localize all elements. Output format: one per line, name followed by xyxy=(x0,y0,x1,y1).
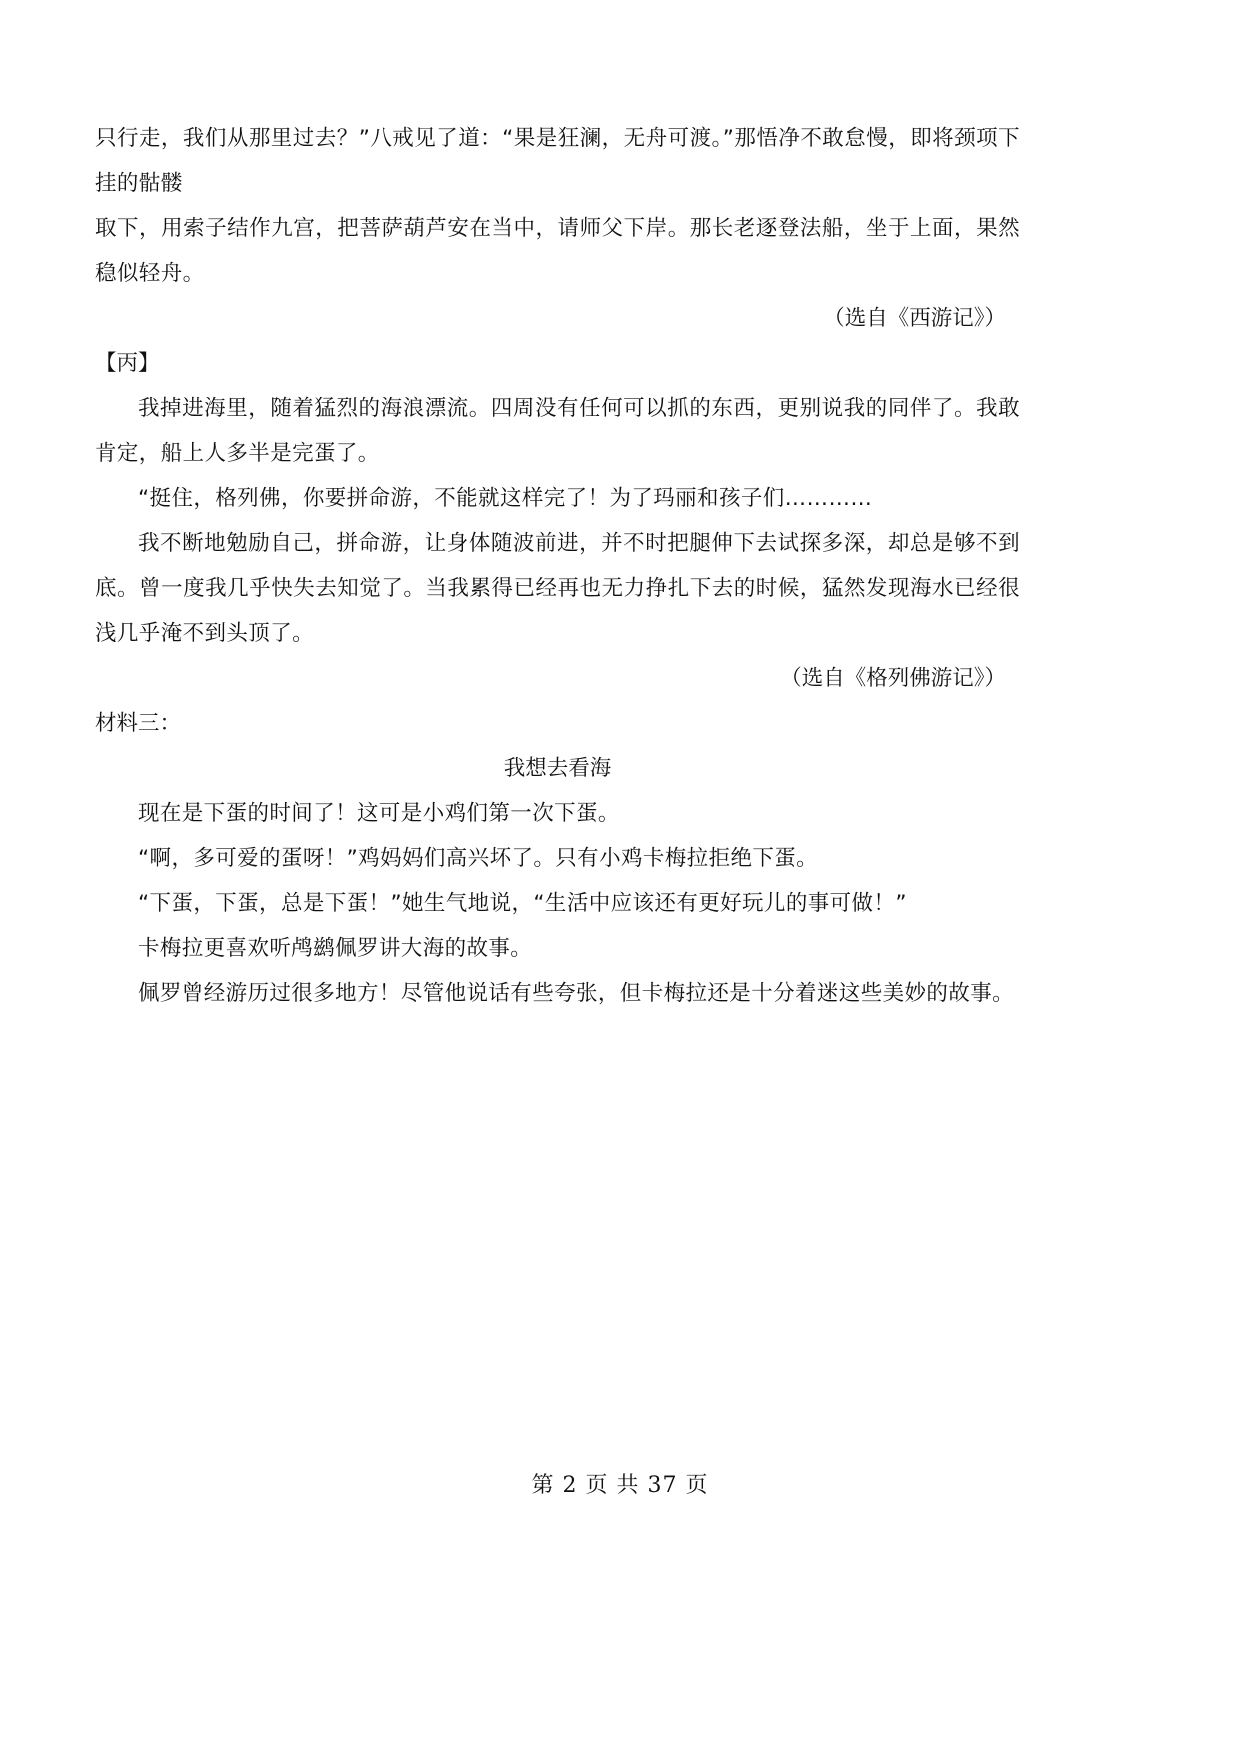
material-three-label: 材料三： xyxy=(95,711,182,736)
material-three-paragraph-3: “下蛋，下蛋，总是下蛋！”她生气地说，“生活中应该还有更好玩儿的事可做！” xyxy=(138,891,907,916)
material-three-title: 我想去看海 xyxy=(503,756,612,781)
excerpt-c-paragraph-3: 我不断地勉励自己，拼命游，让身体随波前进，并不时把腿伸下去试探多深，却总是够不到底。曾一度我几乎快失去知觉了。当我累得已经再也无力挣扎下去的时候，猛然发现海水已经很浅几乎淹不到头顶了。 xyxy=(95,531,1020,646)
material-three-paragraph-1: 现在是下蛋的时间了！这可是小鸡们第一次下蛋。 xyxy=(138,801,620,826)
material-three-paragraph-5: 佩罗曾经游历过很多地方！尽管他说话有些夸张，但卡梅拉还是十分着迷这些美妙的故事。 xyxy=(138,981,1015,1006)
excerpt-c-paragraph-2: “挺住，格列佛，你要拼命游，不能就这样完了！为了玛丽和孩子们………… xyxy=(138,486,873,511)
material-three-paragraph-2: “啊，多可爱的蛋呀！”鸡妈妈们高兴坏了。只有小鸡卡梅拉拒绝下蛋。 xyxy=(138,846,819,871)
excerpt-c-label: 【丙】 xyxy=(95,351,160,376)
excerpt-b-source: （选自《西游记》） xyxy=(823,306,1006,331)
excerpt-b-line-2: 取下，用索子结作九宫，把菩萨葫芦安在当中，请师父下岸。那长老逐登法船，坐于上面，果然稳似轻舟。 xyxy=(95,216,1020,286)
page-footer: 第 2 页 共 37 页 xyxy=(531,1473,709,1498)
excerpt-b-line-1: 只行走，我们从那里过去？”八戒见了道：“果是狂澜，无舟可渡。”那悟净不敢怠慢，即将颈项下挂的骷髅 xyxy=(95,126,1020,196)
excerpt-c-paragraph-1: 我掉进海里，随着猛烈的海浪漂流。四周没有任何可以抓的东西，更别说我的同伴了。我敢肯定，船上人多半是完蛋了。 xyxy=(95,396,1020,466)
page-blank-space xyxy=(95,1016,1020,1546)
material-three-paragraph-4: 卡梅拉更喜欢听鸬鹚佩罗讲大海的故事。 xyxy=(138,936,533,961)
excerpt-c-source: （选自《格列佛游记》） xyxy=(780,666,1006,691)
page-content xyxy=(95,116,1020,1546)
